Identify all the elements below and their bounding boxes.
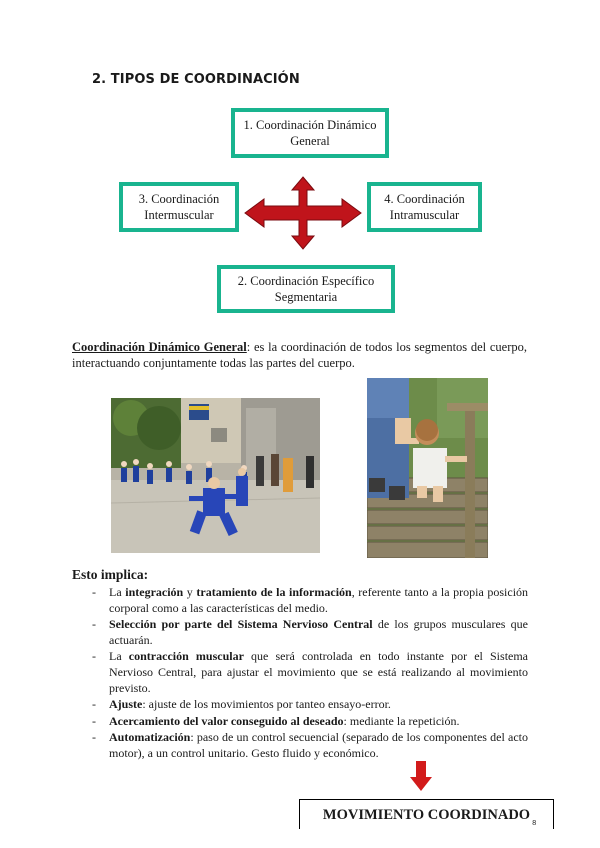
definition-term: Coordinación Dinámico General bbox=[72, 340, 247, 354]
definition-text: : es la coordinación de todos los segmentos del cuerpo, interactuando conjuntamente todas las partes del cuerpo. bbox=[72, 340, 527, 370]
arrow-down-icon bbox=[410, 761, 432, 791]
coordination-box-intramuscular bbox=[367, 182, 482, 232]
list-item: - Automatización: paso de un control secuencial (separado de los componentes del acto motor), a un control unitario. Gesto fluido y económico. bbox=[92, 730, 528, 760]
list-item: - Ajuste: ajuste de los movimientos por tanteo ensayo-error. bbox=[92, 697, 391, 712]
four-way-arrow-icon bbox=[244, 176, 362, 250]
coordination-box-general bbox=[231, 108, 389, 158]
box-label: 3. Coordinación Intermuscular bbox=[138, 192, 220, 222]
box-label: 4. Coordinación Intramuscular bbox=[384, 192, 465, 222]
result-box: MOVIMIENTO COORDINADO bbox=[299, 799, 554, 829]
list-item: - Acercamiento del valor conseguido al deseado: mediante la repetición. bbox=[92, 713, 460, 728]
box-label: 2. Coordinación Específico Segmentaria bbox=[237, 274, 375, 304]
child-walking-stairs-photo bbox=[367, 378, 488, 558]
box-label: 1. Coordinación Dinámico General bbox=[243, 118, 377, 148]
section-heading: 2. TIPOS DE COORDINACIÓN bbox=[92, 72, 300, 87]
coordination-box-segmentaria bbox=[217, 265, 395, 313]
list-item: - La integración y tratamiento de la información, referente tanto a la propia posición corporal como a las características del medio. bbox=[92, 585, 529, 615]
implies-list bbox=[92, 585, 528, 763]
children-playing-photo bbox=[111, 398, 320, 553]
list-item: - La contracción muscular que será controlada en todo instante por el Sistema Nervioso Central, para ajustar el movimiento que se está realizando al movimiento previsto. bbox=[92, 649, 529, 695]
list-item: - Selección por parte del Sistema Nervioso Central de los grupos musculares que actuarán. bbox=[92, 617, 528, 647]
implies-heading: Esto implica: bbox=[72, 567, 149, 582]
definition-paragraph bbox=[72, 339, 527, 371]
coordination-box-intermuscular bbox=[119, 182, 239, 232]
page-number: 8 bbox=[532, 819, 537, 827]
